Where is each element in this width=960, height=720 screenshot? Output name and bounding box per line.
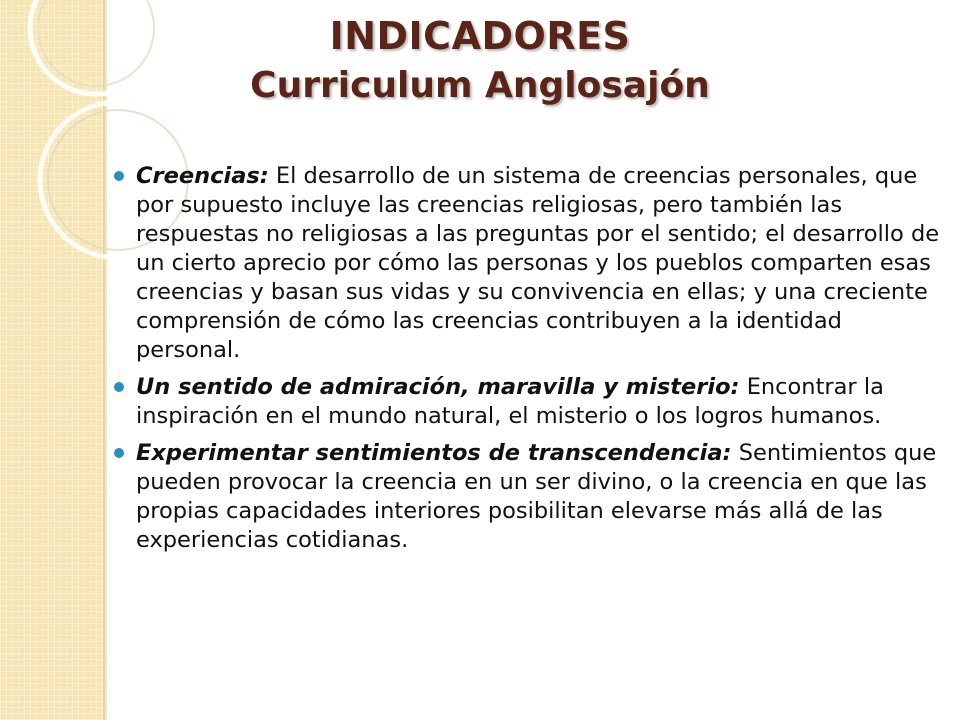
title-line-1: INDICADORES [329, 14, 631, 58]
list-item-creencias [114, 162, 950, 365]
item-term: Creencias: [136, 163, 269, 189]
bullet-icon [114, 171, 124, 181]
list-item-admiracion [114, 373, 950, 431]
item-text: Sentimientos que pueden provocar la creencia en un ser divino, o la creencia en que las propias capacidades interiores posibilitan elevarse más allá de las experiencias cotidianas. [136, 440, 937, 553]
slide-title [160, 14, 800, 107]
bullet-icon [114, 448, 124, 458]
item-term: Un sentido de admiración, maravilla y misterio: [136, 374, 740, 400]
item-term: Experimentar sentimientos de transcendencia: [136, 440, 732, 466]
item-text: Encontrar la inspiración en el mundo natural, el misterio o los logros humanos. [136, 374, 884, 429]
bullet-icon [114, 382, 124, 392]
title-line-2: Curriculum Anglosajón [250, 64, 710, 106]
list-item-transcendencia [114, 439, 950, 555]
item-text: El desarrollo de un sistema de creencias personales, que por supuesto incluye las creencias religiosas, pero también las respuestas no religiosas a las preguntas por el sentido; el desarrollo de un cierto aprecio por cómo las personas y los pueblos comparten esas creencias y basan sus vidas y su convivencia en ellas; y una creciente comprensión de cómo las creencias contribuyen a la identidad personal. [136, 163, 940, 363]
bullet-list [114, 162, 950, 563]
